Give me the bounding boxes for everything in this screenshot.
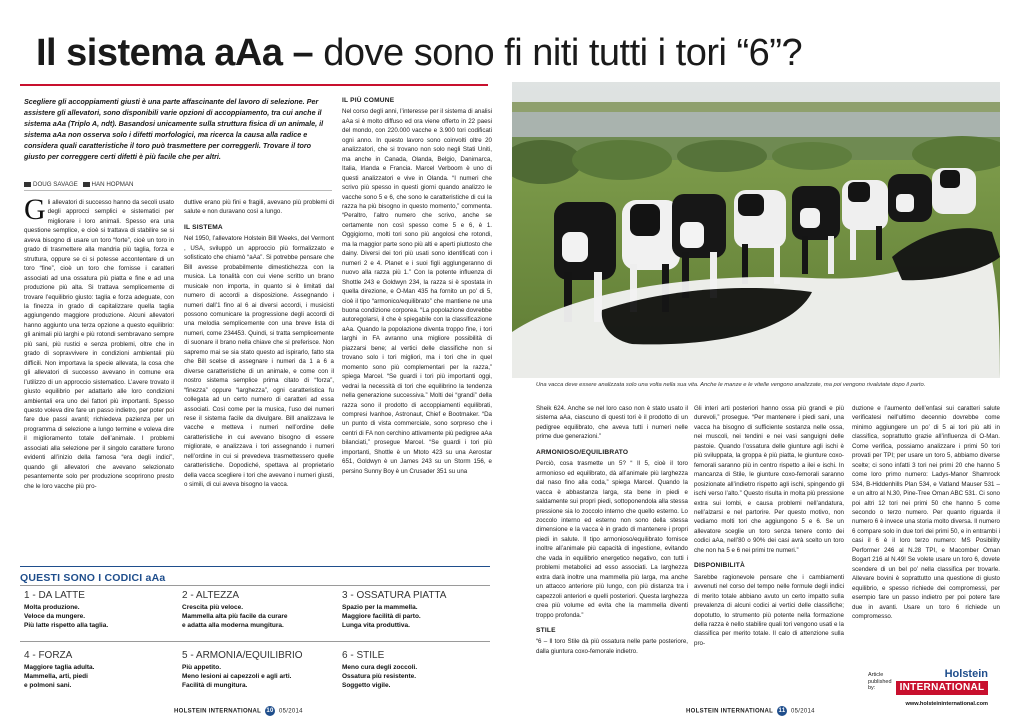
code-4-line-2: Mammella, arti, piedi <box>24 673 88 680</box>
article-column-1 <box>24 198 174 560</box>
code-2-header: 2 - ALTEZZA <box>182 590 240 601</box>
code-6-line-1: Meno cura degli zoccoli. <box>342 664 418 671</box>
page-number-right: 11 <box>778 708 786 714</box>
cows-photo <box>512 82 1000 378</box>
code-6-line-2: Ossatura più resistente. <box>342 673 417 680</box>
code-box-4 <box>24 650 174 690</box>
subhead-armonioso: ARMONIOSO/EQUILIBRATO <box>536 448 629 456</box>
footer-left <box>174 706 303 716</box>
col3-text: Nel corso degli anni, l’interesse per il sistema di analisi aAa si è molto diffuso ed ora viene offerto in 22 paesi del mondo, con 220.000 vacche e 3.900 tori codificati ogni anno. In questo lavoro sono coinvolti oltre 20 analizzatori, che si trovano non solo negli Stati Uniti, ma anche in Canada, Olanda, Belgio, Danimarca, Italia, Irlanda e Francia. Marcel Verboom è uno di questi analizzatori e vive in Olanda. “I numeri che scrivo più spesso in questi giorni quando analizzo le vacche sono 5 e 6, che sono le caratteristiche di cui la razza ha più bisogno in questo momento,” commenta. “Peraltro, l’altro numero che scrivo, anche se certamente non così spesso come 5 e 6, è 1. Oggigiorno, molti tori sono più angolosi che rotondi, ma la maggior parte sono più alti e aperti piuttosto che dainy. Diversi dei tori più usati sono identificati con i numeri 2 e 4. Planet e i suoi figli agglungeranno di nuovo alla razza più 1.” Con la potente influenza di Shottle 243 e Goldwyn 234, la razza si è spostata in quella direzione, e O-Man 435 ha fornito un po’ di 5, cioè il tipo “armonico/equilibrato” che mantiene ne una buona condizione corporea. “La popolazione dovrebbe autoregolarsi, il che è spiegabile con la classificazione aAa. Quando la popolazione diventa troppo fine, i tori larghi in FA avranno una migliore possibilità di piazzarsi bene; al vertici delle classifiche non si trovano solo i tori migliori, ma i tori che in quel momento sono più complementari per la razza,” spiega Marcel. “Se guardi i tori più importanti oggi, vedrai la necessità di tori che equilibrino la tendenza nella generazione successiva.” Molti dei “grandi” della razza sono il prodotto di accoppiamenti equilibrati, compresi Ivanhoe, Astronaut, Chief e Bootmaker. “Da un punto di vista commerciale, sono sorpreso che i centri di FA non cerchino attivamente più pedigree aAa bilanciati,” prosegue Marcel. “Se guardi i tori più importanti, Shottle è un Mtoto 423 su una Aerostar 651, Goldwyn è un James 243 su un Storm 156, e persino Sunny Boy è un Crusader 351 su una <box>342 108 492 475</box>
col5-text-2: Sarebbe ragionevole pensare che i cambiamenti avvenuti nel corso del tempo nelle formule degli indici di merito totale abbiano avuto un certo impatto sulla prevalenza di alcuni codici ai vertici delle classifiche; dopotutto, lo strumento più potente nella formazione della razza è nello stabilire quali tori vengono usati e la classifica per merito totale. Il calo di attenzione sulla pro- <box>694 573 844 647</box>
code-4-header: 4 - FORZA <box>24 650 73 661</box>
code-3-line-3: Lunga vita produttiva. <box>342 622 410 629</box>
article-column-6 <box>852 404 1000 666</box>
code-1-header: 1 - DA LATTE <box>24 590 85 601</box>
col2-text-1: duttive erano più fini e fragili, avevano più problemi di salute e non duravano così a lungo. <box>184 199 334 216</box>
codes-rule-1 <box>20 585 490 586</box>
code-5-header: 5 - ARMONIA/EQUILIBRIO <box>182 650 303 661</box>
logo-published-by: Article published by: <box>868 672 892 691</box>
code-box-3 <box>342 590 492 630</box>
code-box-1 <box>24 590 174 630</box>
article-column-2 <box>184 198 334 560</box>
code-6-line-3: Soggetto vigile. <box>342 682 391 689</box>
logo-url: www.holsteininternational.com <box>905 701 988 707</box>
code-3-header: 3 - OSSATURA PIATTA <box>342 590 447 601</box>
intro-text: Scegliere gli accoppiamenti giusti è una parte affascinante del lavoro di selezione. Per assistere gli allevatori, sono disponibili varie opzioni di accoppiamento, tra cui anche il sistema aAa (Triplo A, ndt). Basandosi unicamente sulla struttura fisica di un animale, il sistema aAa non osserva solo i difetti morfologici, ma ricerca la causa alla radice e considera quali caratteristiche il toro può trasmettere per correggerli. Trovare il toro giusto per correggere certi difetti è più facile che per altri. <box>24 97 324 161</box>
footer-left-pub: HOLSTEIN INTERNATIONAL <box>174 708 262 715</box>
code-2-line-3: e adatta alla moderna mungitura. <box>182 622 284 629</box>
subhead-stile: STILE <box>536 626 556 634</box>
footer-right <box>686 706 815 716</box>
code-4-line-1: Maggiore taglia adulta. <box>24 664 95 671</box>
code-box-5 <box>182 650 332 690</box>
byline-author: DOUG SAVAGE <box>33 181 78 188</box>
col4-text-1: Sheik 624. Anche se nel loro caso non è stato usato il sistema aAa, ciascuno di questi tori è il prodotto di un pedigree equilibrato, che aveva tutti i numeri nelle prime due generazioni.” <box>536 405 688 441</box>
title-light: dove sono fi niti tutti i tori “6”? <box>323 32 803 74</box>
code-2-line-1: Crescita più veloce. <box>182 604 244 611</box>
col4-text-3: “6 – Il toro Stile dà più ossatura nelle parte posteriore, dalla giuntura coxo-femorale indietro. <box>536 638 688 655</box>
col5-text-1: Gli interi arti posteriori hanno ossa più grandi e più durevoli,” prosegue. “Per mantenere i piedi sani, una vacca ha bisogno di sufficiente sostanza nelle ossa, nei muscoli, nei tendini e nei vasi sanguigni delle pastoie. Quando l’ossatura delle giunture agli ischi è più sviluppata, la groppa è più piatta, le giunture coxo-femorali saranno più in centro rispetto a ilei e ischi. In mancanza di Stile, le giunture coxo-femorali saranno posizionate all’indietro rispetto agli ischi, spingendo gli ischi verso l’alto.” Questo risulta in molta più pressione extra sui lombi, e causa problemi nell’andatura, nell’alzarsi e nel partorire. Per questo motivo, non vediamo molti tori che aggiungono 5 e 6. Se un allevatore sceglie un toro senza tenere conto dei codici aAa, nell’80 o 90% dei casi avrà scelto un toro che non ha 5 e 6 nei primi tre numeri.” <box>694 405 844 554</box>
code-1-line-3: Più latte rispetto alla taglia. <box>24 622 109 629</box>
code-4-line-3: e polmoni sani. <box>24 682 72 689</box>
article-column-4 <box>536 404 688 700</box>
code-box-6 <box>342 650 492 690</box>
logo-brand-bottom: INTERNATIONAL <box>896 681 988 695</box>
drop-cap: G <box>24 198 46 226</box>
page-number-left: 10 <box>266 708 274 714</box>
footer-right-pub: HOLSTEIN INTERNATIONAL <box>686 708 774 715</box>
code-6-header: 6 - STILE <box>342 650 385 661</box>
footer-left-date: 05/2014 <box>278 708 303 715</box>
code-3-line-2: Maggiore facilità di parto. <box>342 613 421 620</box>
title-rule-left <box>20 84 488 86</box>
author-icon <box>24 182 31 187</box>
footer-right-date: 05/2014 <box>790 708 815 715</box>
code-3-line-1: Spazio per la mammella. <box>342 604 418 611</box>
camera-icon <box>83 182 90 187</box>
code-5-line-1: Più appetito. <box>182 664 221 671</box>
photo-caption: Una vacca deve essere analizzata solo una volta nella sua vita. Anche le manze e le vitelle vengono analizzate, ma poi vengono rivalutate dopo il parto. <box>536 382 926 388</box>
holstein-logo <box>868 668 988 712</box>
article-column-5 <box>694 404 844 700</box>
code-5-line-2: Meno lesioni ai capezzoli e agli arti. <box>182 673 292 680</box>
codes-rule-2 <box>20 641 490 642</box>
code-1-line-2: Veloce da mungere. <box>24 613 86 620</box>
col1-text: li allevatori di successo hanno da secoli usato degli approcci semplici e sistematici per migliorare i loro animali. Spesso era una questione semplice, e cioè si trattava di stabilire se si aveva bisogno di usare un toro “forte”, cioè un toro in grado di trasmettere alla mandria più taglia, forza e struttura, oppure se ci si potesse accontentare di un toro “fine”, cioè un toro che fornisse i caratteri associati ad una ossatura più piatta e fine e ad una produzione più alta. Si trattava semplicemente di trovare l’equilibrio giusto: taglia e forza adeguate, con la finezza in grado di capitalizzare quella taglia aggiungendo maggiore produzione. Alcuni allevatori hanno aggiunto una terza opzione a questo equilibrio: gli animali più larghi e più rotondi sembravano sempre più sani, più rustici e senza problemi, oltre che in grado di sopravvivere in condizioni ambientali più difficili. Non importava la specie allevata, la cosa che gli allevatori di successo avevano in comune era l’utilizzo di un approccio sistematico. L’avere trovato il giusto equilibrio per adattarlo alle loro condizioni ambientali era uno dei fattori più importanti. Spesso questo voleva dire fare un passo indietro, per poter poi fare due passi avanti; richiedeva pazienza per un programma di selezione a lungo termine e voleva dire il miglioramento totale dell’animale. I problemi associati alla selezione per il singolo carattere furono evidenti all’inizio della famosa “era degli indici”, quando gli allevatori che avevano selezionato pesantemente solo per produzione scoprirono presto che le loro vacche più pro- <box>24 199 174 490</box>
byline-rule <box>24 190 332 191</box>
codes-top-rule <box>20 566 490 567</box>
article-column-3 <box>342 96 492 560</box>
subhead-il-sistema: IL SISTEMA <box>184 223 223 231</box>
byline <box>24 181 134 188</box>
byline-photographer: HAN HOPMAN <box>91 181 134 188</box>
code-2-line-2: Mammella alta più facile da curare <box>182 613 288 620</box>
logo-brand-top: Holstein <box>944 668 988 680</box>
cows-illustration <box>512 82 1000 378</box>
code-box-2 <box>182 590 332 630</box>
title-bold: Il sistema aAa – <box>36 32 314 74</box>
code-1-line-1: Molta produzione. <box>24 604 80 611</box>
subhead-disponibilita: DISPONIBILITÀ <box>694 562 745 570</box>
subhead-il-piu-comune: IL PIÙ COMUNE <box>342 97 395 104</box>
page-title <box>36 30 802 76</box>
codes-heading: QUESTI SONO I CODICI aAa <box>20 572 166 584</box>
col4-text-2: Perciò, cosa trasmette un 5? “ Il 5, cioè il toro armonioso ed equilibrato, dà all’animale più larghezza dal naso fino alla coda,” spiega Marcel. Quando la vacca è abbastanza larga, sta bene in piedi e saldamente sui propri piedi, sottoponendola alla stessa pressione sia lo zoccolo interno che quello esterno. Lo zoccolo interno ed esterno non sono della stessa dimensione e la vacca è in grado di mantenere i propri piedi in salute. Il tipo armonioso/equilibrato fornisce inoltre all’animale più capacità di ingestione, evitando che vada in equilibrio energetico negativo, con tutti i problemi metabolici ad esso associati. La larghezza extra darà inoltre una mammella più larga, ma anche un attacco anteriore più lungo, con più distanza tra i capezzoli anteriori e quelli posteriori. Questa larghezza crea più volume ed evita che la mammella diventi troppo profonda.” <box>536 460 688 619</box>
col2-text-2: Nel 1950, l’allevatore Holstein Bill Weeks, del Vermont , USA, sviluppò un approccio più formalizzato e sofisticato che chiamò “aAa”. Si potrebbe pensare che Bill avesse probabilmente dimestichezza con la musica. La tonalità con cui viene scritto un brano musicale non importa, in quanto si è limitati dal numero di accordi a disposizione. Assegnando i numeri dall’1 fino al 6 ai diversi accordi, i musicisti possono comunicare la progressione degli accordi di una melodia semplicemente con una breve lista di numeri, come 234453. Quindi, si tratta semplicemente di suonare il brano nella chiave che si preferisce. Non sapremo mai se sia stato questo ad ispirarlo, fatto sta che Bill scelse di assegnare i numeri da 1 a 6 a diverse caratteristiche di un animale, e come con il nostro sistema semplice prima citato di “forza”, “finezza” oppure “larghezza”, ogni caratteristica fu collegata ad un certo numero di caratteri ad essa associati. Così come per la musica, l’uso dei numeri rese il sistema facile da divulgare. Bill analizzava le vacche e metteva i numeri nell’ordine delle caratteristiche in cui avevano bisogno di essere migliorate, e analizzava i tori assegnando i numeri nell’ordine in cui si prevedeva trasmettessero quelle caratteristiche. Dopodiché, spettava al proprietario della vacca scegliere i tori che avevano i numeri giusti, o simili, di cui aveva bisogno la vacca. <box>184 235 334 489</box>
col6-text: duzione e l’aumento dell’enfasi sui caratteri salute verificatesi nell’ultimo decennio dovrebbe come minimo aggiungere un po’ di 5 ai tori più alti in classifica, soprattutto grazie all’influenza di O-Man. Come verifica, possiamo analizzare i primi 50 tori provati per TPI; per usare un toro 5, abbiamo diverse scelte; ci sono infatti 3 tori nei primi 20 che hanno 5 come loro primo numero: Ladys-Manor Shamrock 534, B-Hiddenhills Plan 534, e Vatland Mauser 531 – e un altro al N.30, Pine-Tree Oman ABC 531. Ci sono poi altri 12 tori nei primi 50 che hanno 5 come secondo o terzo numero. Per quanto riguarda il numero 6 è invece una storia molto diversa. Il numero 6 compare solo in due tori dei primi 50, e in entrambi i casi il 6 è il loro terzo numero: MS Posibility Performer 246 al N.28 TPI, e Macomber Oman Bogart 216 al N.49! Se volete usare un toro 6, dovete scendere di un bel po’ nella classifica per trovarle. Allevare bovini è soprattutto una questione di giusto equilibrio, e spesso richiede dei compromessi, per esempio fare un passo indietro per poi potere fare due in avanti. Usare un toro 6 richiede un compromesso. <box>852 405 1000 620</box>
code-5-line-3: Facilità di mungitura. <box>182 682 248 689</box>
